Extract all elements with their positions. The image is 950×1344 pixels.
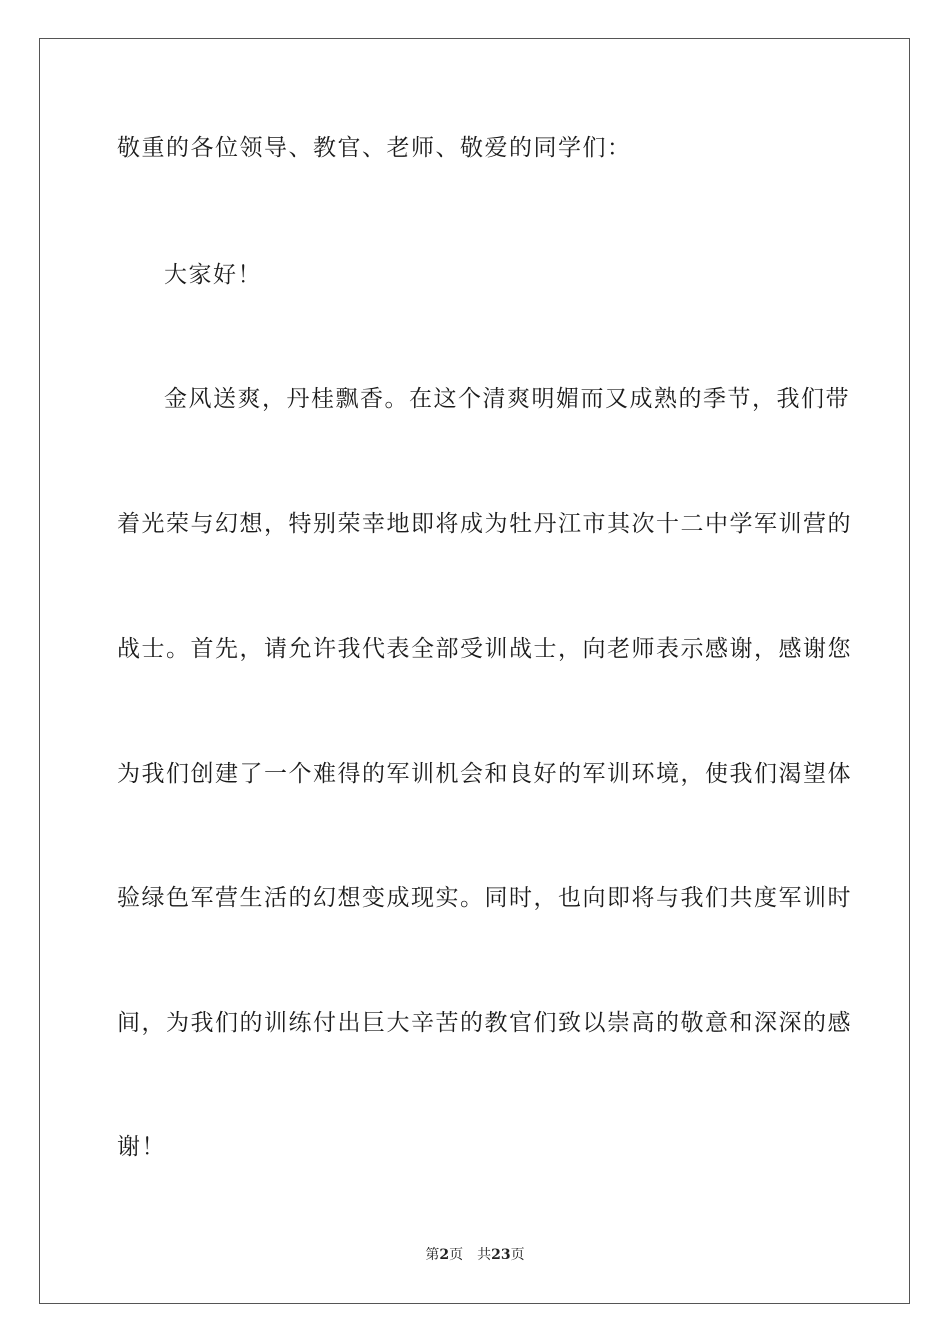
page-suffix: 页: [449, 1247, 464, 1263]
body-line-5: 验绿色军营生活的幻想变成现实。同时，也向即将与我们共度军训时: [117, 885, 852, 911]
body-line-4: 为我们创建了一个难得的军训机会和良好的军训环境，使我们渴望体: [117, 761, 852, 787]
total-pages: 23: [491, 1247, 511, 1263]
body-line-1: 金风送爽，丹桂飘香。在这个清爽明媚而又成熟的季节，我们带: [164, 386, 850, 412]
page-number: 2: [439, 1247, 450, 1263]
salutation-line: 敬重的各位领导、教官、老师、敬爱的同学们：: [117, 135, 632, 161]
page-footer: [0, 1246, 950, 1264]
greeting-line: 大家好！: [164, 262, 262, 288]
body-line-6: 间，为我们的训练付出巨大辛苦的教官们致以崇高的敬意和深深的感: [117, 1010, 852, 1036]
total-prefix: 共: [477, 1247, 492, 1263]
body-line-3: 战士。首先，请允许我代表全部受训战士，向老师表示感谢，感谢您: [117, 636, 852, 662]
body-line-7: 谢！: [117, 1134, 166, 1160]
body-line-2: 着光荣与幻想，特别荣幸地即将成为牡丹江市其次十二中学军训营的: [117, 511, 852, 537]
page-prefix: 第: [425, 1247, 440, 1263]
total-suffix: 页: [510, 1247, 525, 1263]
page-border: [39, 38, 910, 1304]
